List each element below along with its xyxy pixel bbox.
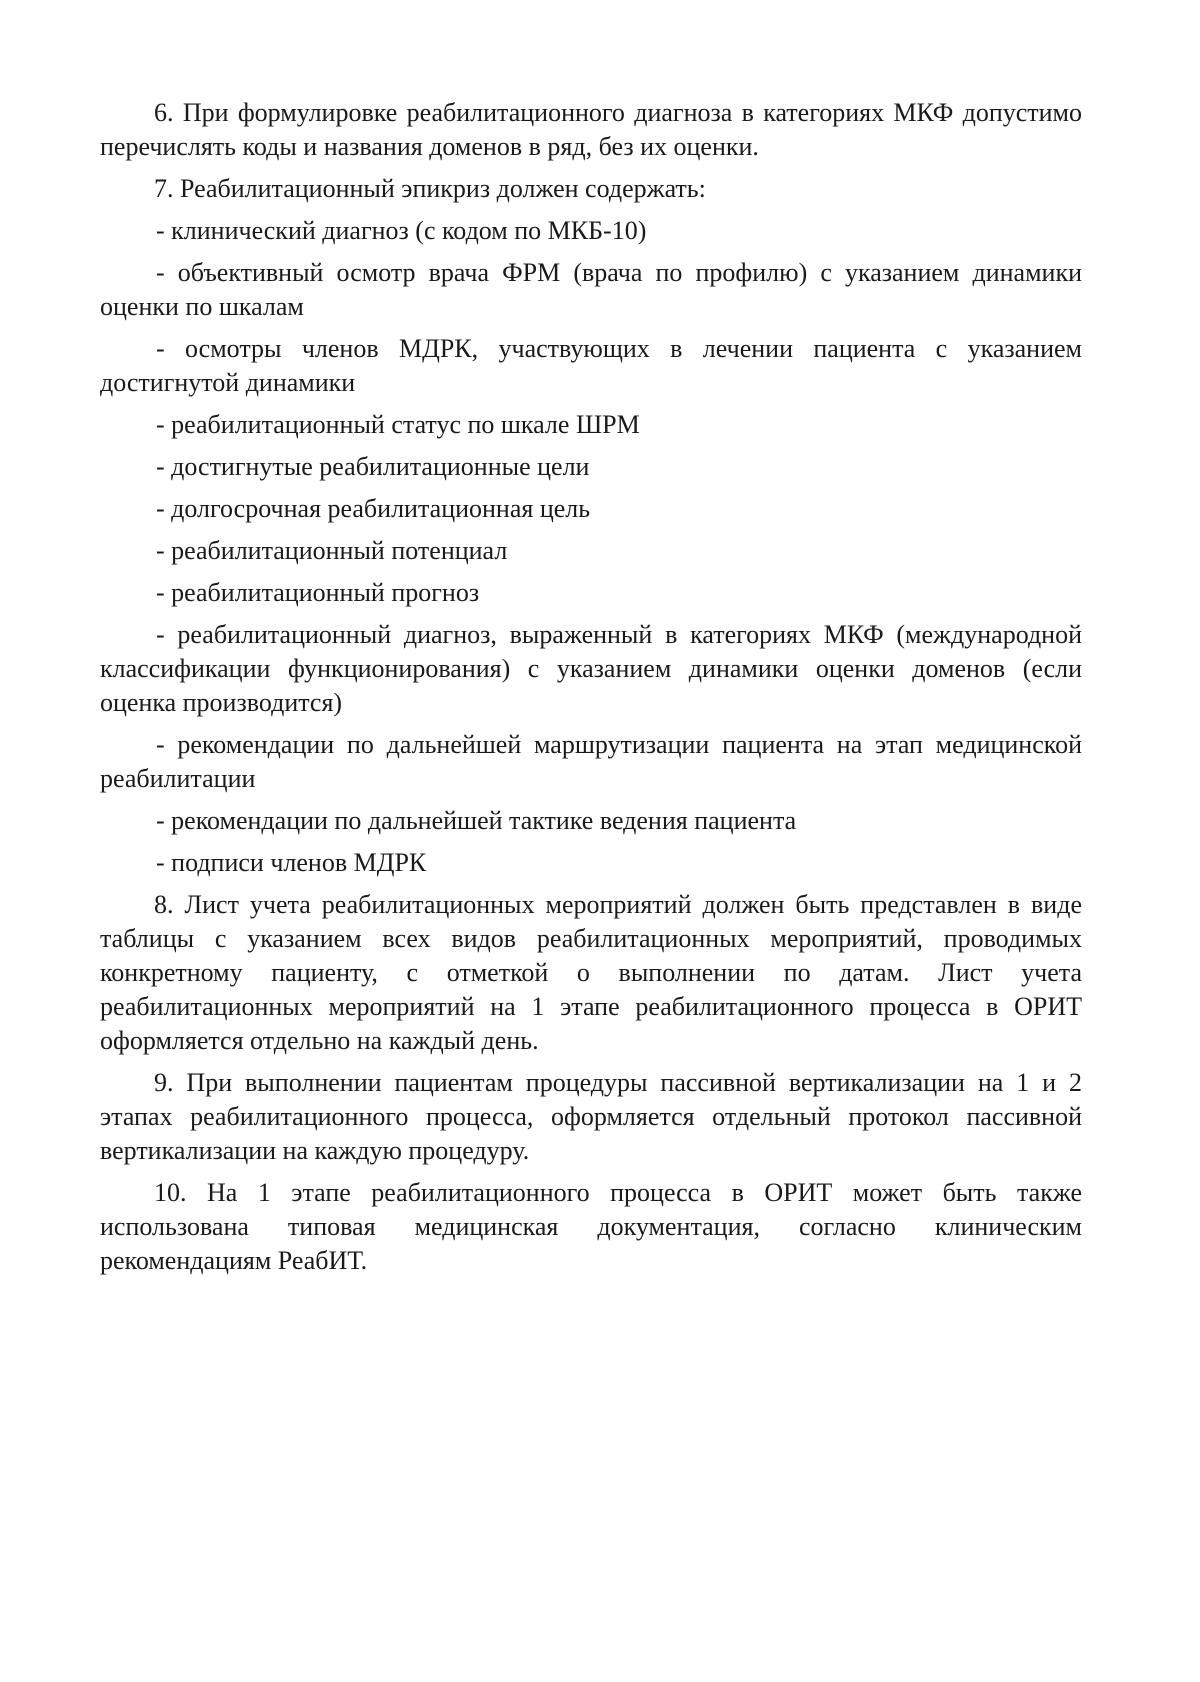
paragraph-8: 8. Лист учета реабилитационных мероприятий должен быть представлен в виде таблицы с указанием всех видов реабилитационных мероприятий, проводимых конкретному пациенту, с отметкой о выполнении по датам. Лист учета реабилитационных мероприятий на 1 этапе реабилитационного процесса в ОРИТ оформляется отдельно на каждый день. <box>100 890 1082 1055</box>
list-item: - подписи членов МДРК <box>156 848 427 877</box>
list-item: - осмотры членов МДРК, участвующих в лечении пациента с указанием достигнутой динамики <box>100 334 1082 397</box>
list-item: - реабилитационный прогноз <box>156 578 480 607</box>
list-item: - реабилитационный потенциал <box>156 536 508 565</box>
list-item: - достигнутые реабилитационные цели <box>156 452 590 481</box>
list-item: - объективный осмотр врача ФРМ (врача по профилю) с указанием динамики оценки по шкалам <box>100 258 1082 321</box>
list-item: - долгосрочная реабилитационная цель <box>156 494 591 523</box>
list-item: - рекомендации по дальнейшей маршрутизации пациента на этап медицинской реабилитации <box>100 730 1082 793</box>
list-item: - рекомендации по дальнейшей тактике ведения пациента <box>156 806 797 835</box>
list-item: - реабилитационный диагноз, выраженный в категориях МКФ (международной классификации функционирования) с указанием динамики оценки доменов (если оценка производится) <box>100 620 1082 717</box>
paragraph-6: 6. При формулировке реабилитационного диагноза в категориях МКФ допустимо перечислять коды и названия доменов в ряд, без их оценки. <box>100 98 1082 161</box>
paragraph-9: 9. При выполнении пациентам процедуры пассивной вертикализации на 1 и 2 этапах реабилитационного процесса, оформляется отдельный протокол пассивной вертикализации на каждую процедуру. <box>100 1068 1082 1165</box>
paragraph-7-intro: 7. Реабилитационный эпикриз должен содержать: <box>154 174 706 203</box>
list-item: - клинический диагноз (с кодом по МКБ-10) <box>156 216 647 245</box>
list-item: - реабилитационный статус по шкале ШРМ <box>156 410 640 439</box>
paragraph-10: 10. На 1 этапе реабилитационного процесса в ОРИТ может быть также использована типовая медицинская документация, согласно клиническим рекомендациям РеабИТ. <box>100 1178 1082 1275</box>
